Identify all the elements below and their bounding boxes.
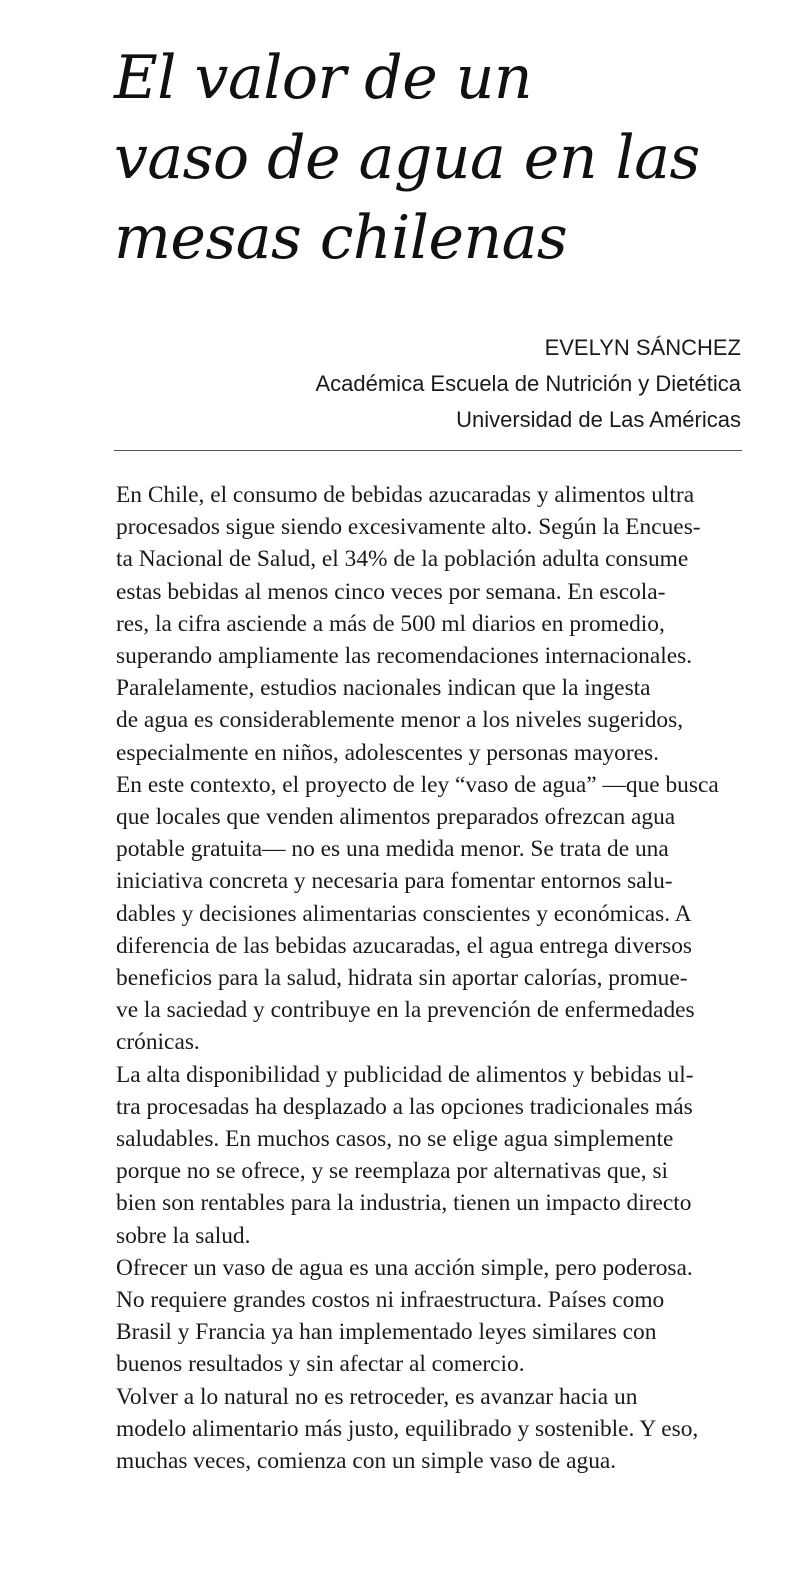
author-role: Académica Escuela de Nutrición y Dietética [315, 371, 741, 396]
paragraph [116, 1252, 780, 1381]
text-line: En este contexto, el proyecto de ley “vaso de agua” —que busca [116, 771, 719, 798]
text-line: No requiere grandes costos ni infraestructura. Países como [116, 1287, 665, 1314]
text-line: especialmente en niños, adolescentes y personas mayores. [116, 739, 659, 766]
text-line: crónicas. [116, 1029, 200, 1056]
article-title [114, 38, 774, 278]
title-line: El valor de un [114, 43, 533, 113]
text-line: Brasil y Francia ya han implementado leyes similares con [116, 1319, 657, 1346]
text-line: La alta disponibilidad y publicidad de alimentos y bebidas ul- [116, 1061, 694, 1088]
text-line: sobre la salud. [116, 1222, 251, 1249]
paragraph [116, 479, 780, 769]
text-line: Ofrecer un vaso de agua es una acción simple, pero poderosa. [116, 1254, 693, 1281]
paragraph [116, 769, 780, 1059]
text-line: En Chile, el consumo de bebidas azucaradas y alimentos ultra [116, 482, 695, 508]
text-line: dables y decisiones alimentarias conscientes y económicas. A [116, 900, 692, 927]
text-line: ve la saciedad y contribuye en la prevención de enfermedades [116, 997, 695, 1024]
text-line: estas bebidas al menos cinco veces por semana. En escola- [116, 578, 666, 605]
text-line: diferencia de las bebidas azucaradas, el agua entrega diversos [116, 932, 693, 959]
text-line: modelo alimentario más justo, equilibrado y sostenible. Y eso, [116, 1415, 699, 1442]
text-line: tra procesadas ha desplazado a las opciones tradicionales más [116, 1093, 693, 1120]
text-line: superando ampliamente las recomendaciones internacionales. [116, 643, 693, 670]
text-line: res, la cifra asciende a más de 500 ml diarios en promedio, [116, 610, 665, 637]
byline [315, 330, 741, 438]
paragraph [116, 1059, 780, 1252]
paragraph [116, 1381, 780, 1478]
author-name: EVELYN SÁNCHEZ [544, 335, 741, 360]
text-line: saludables. En muchos casos, no se elige agua simplemente [116, 1126, 674, 1153]
text-line: muchas veces, comienza con un simple vaso de agua. [116, 1448, 617, 1475]
byline-divider [114, 450, 742, 451]
text-line: beneficios para la salud, hidrata sin aportar calorías, promue- [116, 965, 688, 992]
author-institution: Universidad de Las Américas [456, 407, 741, 432]
text-line: de agua es considerablemente menor a los niveles sugeridos, [116, 707, 684, 734]
article-body [116, 479, 780, 1477]
text-line: buenos resultados y sin afectar al comercio. [116, 1351, 525, 1378]
text-line: potable gratuita— no es una medida menor. Se trata de una [116, 836, 669, 863]
text-line: bien son rentables para la industria, tienen un impacto directo [116, 1190, 692, 1217]
text-line: procesados sigue siendo excesivamente alto. Según la Encues- [116, 514, 701, 541]
text-line: porque no se ofrece, y se reemplaza por alternativas que, si [116, 1158, 669, 1185]
text-line: que locales que venden alimentos preparados ofrezcan agua [116, 804, 676, 831]
text-line: iniciativa concreta y necesaria para fomentar entornos salu- [116, 868, 673, 895]
title-line: mesas chilenas [114, 203, 568, 273]
text-line: ta Nacional de Salud, el 34% de la población adulta consume [116, 546, 689, 573]
text-line: Paralelamente, estudios nacionales indican que la ingesta [116, 675, 651, 702]
text-line: Volver a lo natural no es retroceder, es avanzar hacia un [116, 1383, 638, 1410]
title-line: vaso de agua en las [114, 123, 700, 193]
